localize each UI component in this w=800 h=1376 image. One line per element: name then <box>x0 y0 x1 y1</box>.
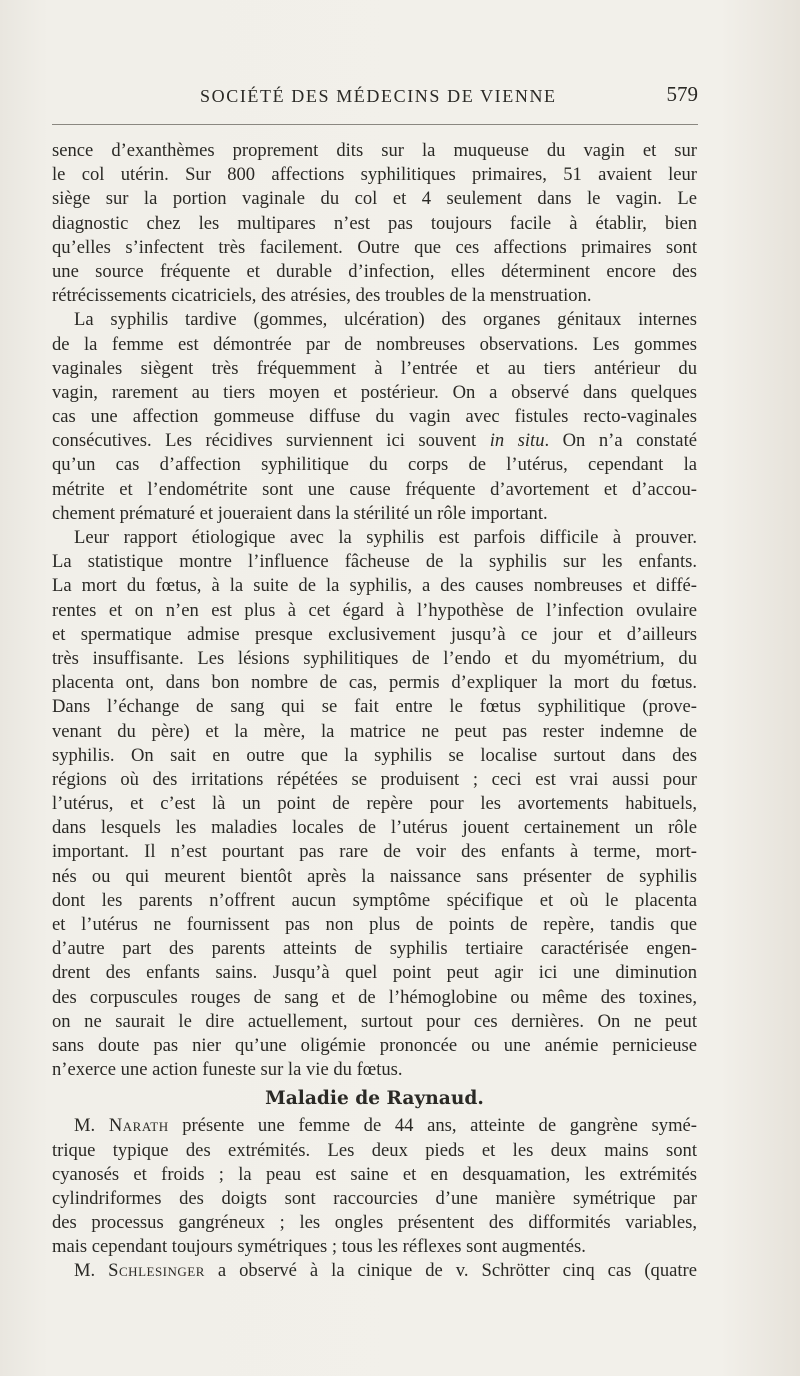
text-line: syphilis. On sait en outre que la syphilis se localise surtout dans des <box>52 744 697 766</box>
text-line: le col utérin. Sur 800 affections syphilitiques primaires, 51 avaient leur <box>52 164 697 186</box>
page-number: 579 <box>666 82 698 106</box>
text-line: La syphilis tardive (gommes, ulcération) des organes génitaux internes <box>74 309 697 331</box>
text-line: cyanosés et froids ; la peau est saine et en desquamation, les extrémités <box>52 1163 697 1185</box>
text-line: La statistique montre l’influence fâcheuse de la syphilis sur les enfants. <box>52 551 697 573</box>
text-run: M. <box>74 1115 109 1137</box>
text-line: important. Il n’est pourtant pas rare de voir des enfants à terme, mort- <box>52 841 697 863</box>
header-rule <box>52 124 698 125</box>
text-run: consécutives. Les récidives surviennent ici souvent <box>52 430 490 452</box>
text-line: sence d’exanthèmes proprement dits sur la muqueuse du vagin et sur <box>52 140 697 161</box>
text-line: diagnostic chez les multipares n’est pas toujours facile à établir, bien <box>52 212 697 234</box>
text-line <box>52 1114 697 1138</box>
text-line: vaginales siègent très fréquemment à l’entrée et au tiers antérieur du <box>52 357 697 379</box>
text-line: et spermatique admise presque exclusivement jusqu’à ce jour et d’ailleurs <box>52 623 697 645</box>
text-line: cylindriformes des doigts sont raccourcies d’une manière symétrique par <box>52 1187 697 1209</box>
text-run: M. <box>74 1260 109 1282</box>
author-name: Narath <box>108 1115 169 1137</box>
page-header <box>52 82 698 112</box>
text-line: très insuffisante. Les lésions syphilitiques de l’endo et du myométrium, du <box>52 647 697 669</box>
running-head: SOCIÉTÉ DES MÉDECINS DE VIENNE <box>200 86 557 106</box>
text-line: qu’elles s’infectent très facilement. Outre que ces affections primaires sont <box>52 236 697 258</box>
text-line <box>52 1259 697 1283</box>
page-body <box>52 139 697 1284</box>
paragraph-1 <box>52 139 697 308</box>
italic-term: in situ <box>489 430 545 452</box>
text-line: des processus gangréneux ; les ongles présentent des difformités variables, <box>52 1212 697 1234</box>
text-line: siège sur la portion vaginale du col et 4 seulement dans le vagin. Le <box>52 188 697 210</box>
paragraph-4 <box>52 1114 697 1259</box>
text-line: drent des enfants sains. Jusqu’à quel point peut agir ici une diminution <box>52 962 697 984</box>
author-name: Schlesinger <box>108 1260 205 1282</box>
text-line: d’autre part des parents atteints de syphilis tertiaire caractérisée engen- <box>52 938 697 960</box>
text-line: une source fréquente et durable d’infection, elles déterminent encore des <box>52 260 697 282</box>
text-line: rentes et on n’en est plus à cet égard à l’hypothèse de l’infection ovulaire <box>52 599 697 621</box>
text-line: Leur rapport étiologique avec la syphilis est parfois difficile à prouver. <box>74 527 697 548</box>
text-line: Dans l’échange de sang qui se fait entre le fœtus syphilitique (prove- <box>52 696 697 718</box>
text-run: présente une femme de 44 ans, atteinte de gangrène symé- <box>168 1115 697 1137</box>
text-line: sans doute pas nier qu’une oligémie prononcée ou une anémie pernicieuse <box>52 1034 697 1056</box>
text-line: des corpuscules rouges de sang et de l’hémoglobine ou même des toxines, <box>52 986 697 1008</box>
text-line: La mort du fœtus, à la suite de la syphilis, a des causes nombreuses et diffé- <box>52 575 697 597</box>
text-line: dans lesquels les maladies locales de l’utérus jouent certainement un rôle <box>52 817 697 839</box>
text-line <box>52 429 697 453</box>
section-heading: Maladie de Raynaud. <box>265 1088 484 1110</box>
text-line: cas une affection gommeuse diffuse du vagin avec fistules recto-vaginales <box>52 406 697 428</box>
text-line: trique typique des extrémités. Les deux pieds et les deux mains sont <box>52 1139 697 1161</box>
text-line: placenta ont, dans bon nombre de cas, permis d’expliquer la mort du fœtus. <box>52 672 697 694</box>
text-line: n’exerce une action funeste sur la vie du fœtus. <box>52 1059 403 1081</box>
text-line: rétrécissements cicatriciels, des atrésies, des troubles de la menstruation. <box>52 285 592 307</box>
text-line: et l’utérus ne fournissent pas non plus de points de repère, tandis que <box>52 914 697 935</box>
text-line: l’utérus, et c’est là un point de repère pour les avortements habituels, <box>52 793 697 815</box>
paragraph-3 <box>52 526 697 1082</box>
text-line: de la femme est démontrée par de nombreuses observations. Les gommes <box>52 333 697 355</box>
text-line: métrite et l’endométrite sont une cause fréquente d’avortement et d’accou- <box>52 478 697 500</box>
text-run: a observé à la cinique de v. Schrötter cinq cas (quatre <box>204 1260 697 1282</box>
paragraph-2 <box>52 308 697 526</box>
text-line: qu’un cas d’affection syphilitique du corps de l’utérus, cependant la <box>52 454 697 476</box>
paragraph-5 <box>52 1259 697 1283</box>
text-run: . On n’a constaté <box>544 430 697 452</box>
text-line: vagin, rarement au tiers moyen et postérieur. On a observé dans quelques <box>52 381 697 403</box>
text-line: régions où des irritations répétées se produisent ; ceci est vrai aussi pour <box>52 768 697 790</box>
text-line: mais cependant toujours symétriques ; tous les réflexes sont augmentés. <box>52 1236 586 1258</box>
text-line: venant du père) et la mère, la matrice ne peut pas rester indemne de <box>52 720 697 742</box>
text-line: nés ou qui meurent bientôt après la naissance sans présenter de syphilis <box>52 865 697 887</box>
text-line: dont les parents n’offrent aucun symptôme spécifique et où le placenta <box>52 889 697 911</box>
text-line: chement prématuré et joueraient dans la stérilité un rôle important. <box>52 502 548 524</box>
text-line: on ne saurait le dire actuellement, surtout pour ces dernières. On ne peut <box>52 1010 697 1032</box>
